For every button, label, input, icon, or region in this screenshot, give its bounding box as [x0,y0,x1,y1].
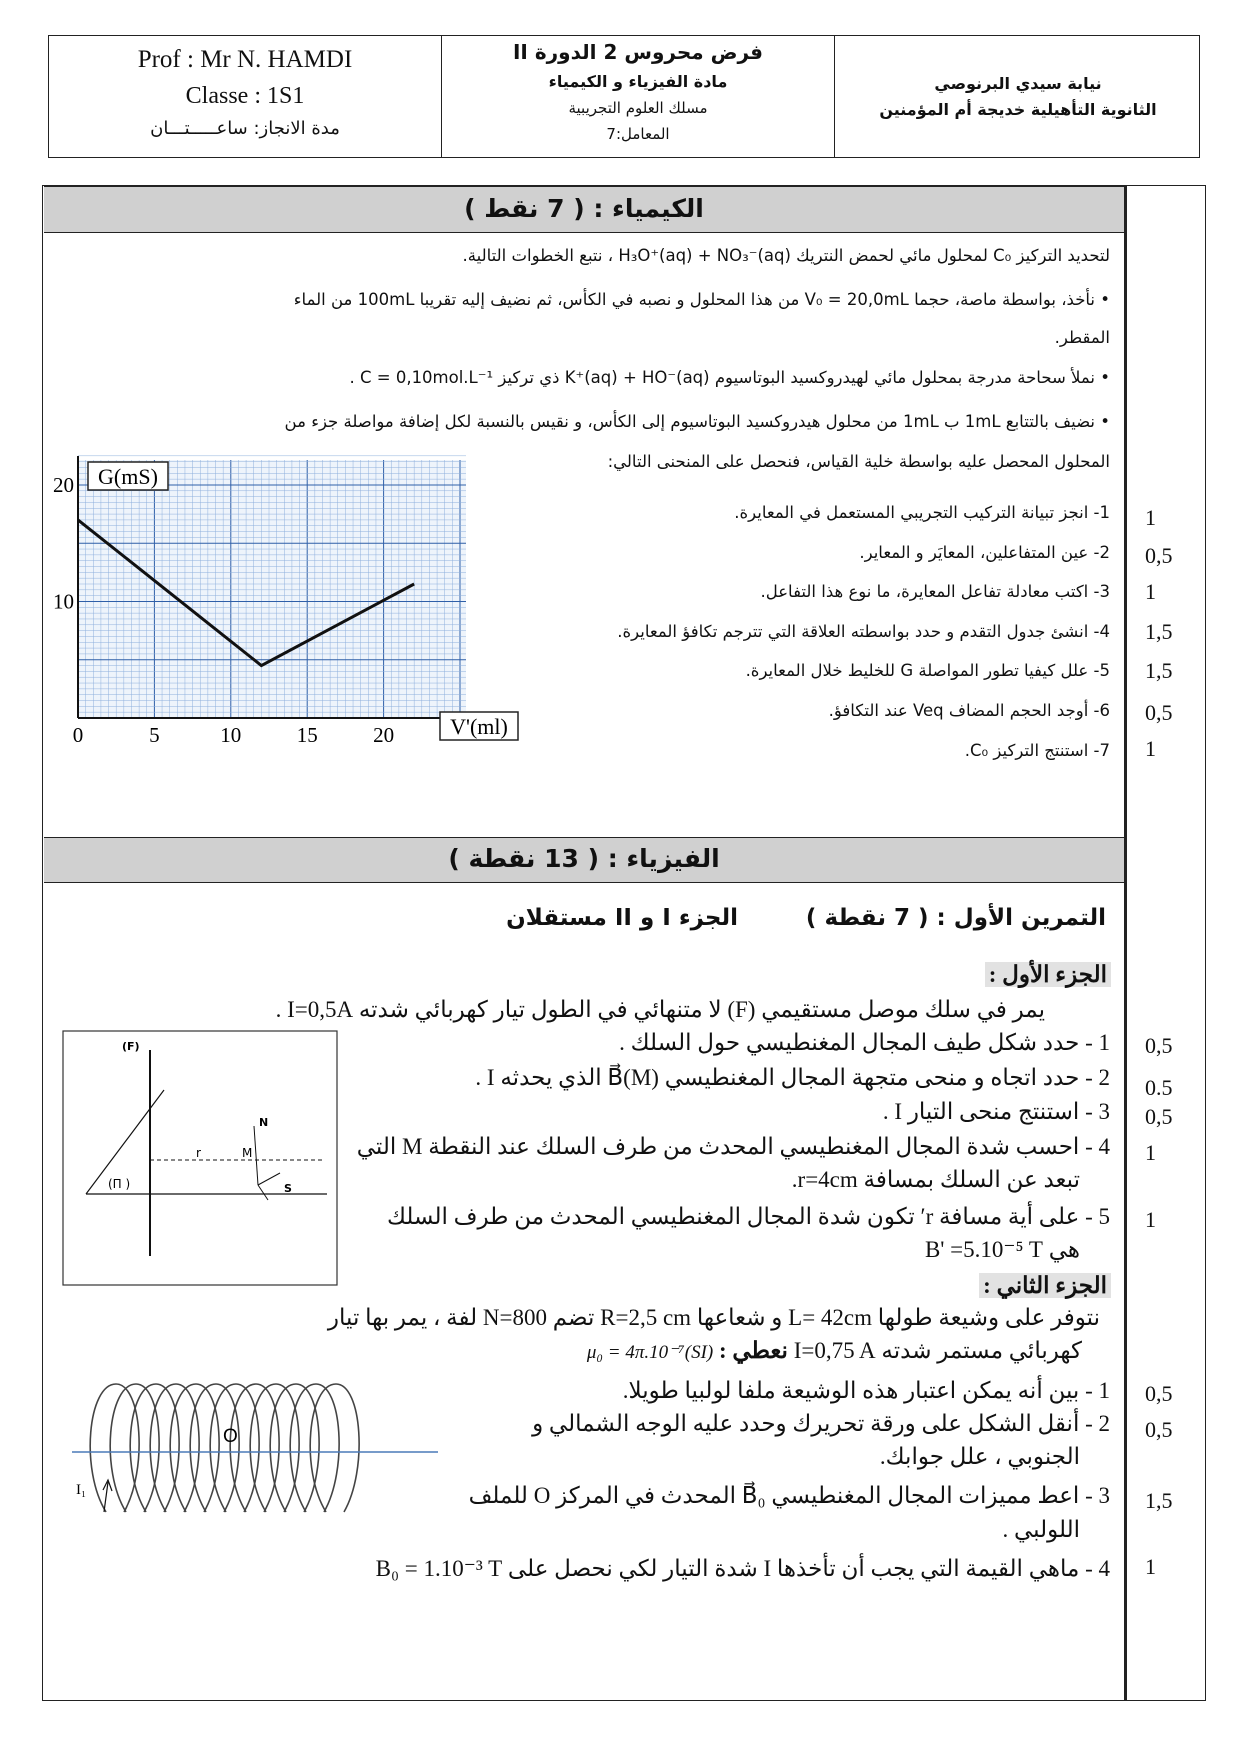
chem-points-7: 1 [1145,736,1156,761]
exam-title: فرض محروس 2 الدورة II [512,40,764,64]
part1-intro: يمر في سلك موصل مستقيمي (F) لا متنهائي في الطول تيار كهربائي شدته I=0,5A . [275,997,1045,1022]
q-num: 6- [1093,701,1110,720]
p2-question [376,1556,1110,1582]
school-name: الثانوية التأهيلية خديجة أم المؤمنين [879,100,1157,119]
chem-question [617,622,1110,641]
p2-question [469,1483,1110,1509]
track: مسلك العلوم التجريبية [568,99,708,117]
coefficient: المعامل:7 [606,125,670,143]
titration-chart [40,450,530,790]
wire-figure [62,1030,338,1286]
school-region: نيابة سيدي البرنوصي [934,74,1102,93]
q-num: 2- [1093,543,1110,562]
x-tick-label: 20 [373,723,395,747]
chem-points-3: 1 [1145,579,1156,604]
chem-intro-line-5: • نضيف بالتتابع 1mL ب 1mL من محلول هيدروكسيد البوتاسيوم إلى الكأس، و نقيس بالنسبة لكل إضافة مواصلة جزء من [284,412,1110,431]
q-text: اكتب معادلة تفاعل المعايرة، ما نوع هذا التفاعل. [760,582,1089,601]
coil-turn [170,1384,219,1512]
coil-turn [90,1384,139,1512]
solenoid-figure [70,1370,450,1530]
q-text: انشئ جدول التقدم و حدد بواسطته العلاقة التي تترجم تكافؤ المعايرة. [617,622,1089,641]
q-text: استنتج التركيز C₀. [964,741,1089,760]
chem-question [734,503,1110,522]
p1-question-cont: هي B' =5.10⁻⁵ T [924,1237,1080,1262]
header-left-cell [49,36,442,157]
chem-intro-line-2: • نأخذ، بواسطة ماصة، حجما V₀ = 20,0mL من هذا المحلول و نصبه في الكأس، ثم نضيف إليه تقريبا 100mL من الماء [293,290,1110,309]
p1-question [387,1204,1110,1230]
exercise-title: التمرين الأول : ( 7 نقطة ) [805,905,1106,931]
solenoid-coil [90,1384,359,1512]
coil-turn [150,1384,199,1512]
part2-current: كهربائي مستمر شدته I=0,75 A [793,1338,1082,1363]
q-num: 3 - [1085,1483,1110,1508]
coil-turn [130,1384,179,1512]
subject: مادة الفيزياء و الكيمياء [548,72,728,91]
coil-turn [110,1384,159,1512]
p2-question [532,1411,1110,1437]
point-m-label: M [242,1146,253,1160]
north-label: N [259,1116,269,1129]
q-text: أوجد الحجم المضاف Veq عند التكافؤ. [828,701,1089,720]
q-num: 1 - [1085,1030,1110,1055]
part2-intro-2 [587,1338,1082,1364]
p1-points-5: 1 [1145,1207,1156,1232]
part1-title [985,962,1111,988]
q-text: علل كيفيا تطور المواصلة G للخليط خلال المعايرة. [745,661,1089,680]
q-num: 3 - [1085,1099,1110,1124]
q-num: 3- [1093,582,1110,601]
exercise-parts-note: الجزء I و II مستقلان [506,905,738,931]
part1-title-text: الجزء الأول : [985,962,1111,987]
q-text: انجز تبيانة التركيب التجريبي المستعمل في المعايرة. [734,503,1089,522]
chem-question [965,741,1110,760]
q-text: ماهي القيمة التي يجب أن تأخذها I شدة التيار لكي نحصل على B₀ = 1.10⁻³ T [375,1556,1080,1581]
q-text: احسب شدة المجال المغنطيسي المحدث من طرف السلك عند النقطة M التي [356,1134,1080,1159]
p1-points-3: 0,5 [1145,1104,1173,1129]
q-num: 2 - [1085,1065,1110,1090]
p1-points-4: 1 [1145,1140,1156,1165]
q-text: اعط مميزات المجال المغنطيسي B⃗₀ المحدث في المركز O للملف [468,1483,1080,1508]
chem-question [746,661,1110,680]
p2-points-4: 1 [1145,1554,1156,1579]
p1-question [357,1134,1110,1160]
center-o-label: O [223,1426,238,1447]
coil-turn [190,1384,239,1512]
p1-question [883,1099,1110,1125]
q-text: حدد شكل طيف المجال المغنطيسي حول السلك . [619,1030,1080,1055]
class-name: Classe : 1S1 [185,83,305,109]
y-tick-label: 20 [53,472,74,497]
given-constant: μ₀ = 4π.10⁻⁷(SI) [586,1342,714,1363]
plane-label: (Π ) [108,1177,131,1191]
chem-intro-line-3: المقطر. [1054,328,1110,347]
chem-question [760,582,1110,601]
chem-points-5: 1,5 [1145,658,1173,683]
q-num: 7- [1093,741,1110,760]
q-text: على أية مسافة r′ تكون شدة المجال المغنطيسي المحدث من طرف السلك [386,1204,1080,1229]
p1-points-1: 0,5 [1145,1033,1173,1058]
chem-question [859,543,1110,562]
q-num: 4- [1093,622,1110,641]
q-num: 5 - [1085,1204,1110,1229]
q-text: استنتج منحى التيار I . [882,1099,1080,1124]
chem-points-1: 1 [1145,505,1156,530]
coil-turn [210,1384,259,1512]
q-text: أنقل الشكل على ورقة تحريرك وحدد عليه الوجه الشمالي و [532,1411,1080,1436]
p2-points-3: 1,5 [1145,1488,1173,1513]
p1-question [475,1065,1110,1091]
chemistry-heading: الكيمياء : ( 7 نقط ) [44,186,1124,233]
header-right-cell [835,36,1201,157]
p2-question-cont: اللولبي . [1002,1517,1080,1542]
current-label: I₁ [76,1482,87,1498]
part2-title-text: الجزء الثاني : [979,1273,1111,1298]
chem-points-6: 0,5 [1145,700,1173,725]
p2-question-cont: الجنوبي ، علل جوابك. [879,1444,1080,1469]
p1-question-cont: تبعد عن السلك بمسافة r=4cm. [791,1167,1080,1192]
q-text: حدد اتجاه و منحى متجهة المجال المغنطيسي B⃗(M) الذي يحدثه I . [475,1065,1080,1090]
chem-intro-line-6: المحلول المحصل عليه بواسطة خلية القياس، فنحصل على المنحنى التالي: [607,452,1110,471]
teacher-name: Prof : Mr N. HAMDI [137,46,353,73]
q-num: 1 - [1085,1378,1110,1403]
given-label: نعطي : [718,1338,788,1363]
header-middle-cell [442,36,835,157]
y-axis-label: G(mS) [98,464,158,489]
duration: مدة الانجاز: ساعـــــتـــان [150,118,340,139]
p2-points-2: 0,5 [1145,1417,1173,1442]
part2-title [979,1273,1111,1299]
q-text: عين المتفاعلين، المعايَر و المعاير. [859,543,1089,562]
q-num: 1- [1093,503,1110,522]
coil-turn [310,1384,359,1512]
y-tick-label: 10 [53,589,74,614]
chem-intro-line-4: • نملأ سحاحة مدرجة بمحلول مائي لهيدروكسيد البوتاسيوم K⁺(aq) + HO⁻(aq) ذي تركيز C = 0,10mol.L⁻¹ . [349,368,1110,387]
p2-points-1: 0,5 [1145,1381,1173,1406]
chem-intro-line-1: لتحديد التركيز C₀ لمحلول مائي لحمض النتريك H₃O⁺(aq) + NO₃⁻(aq) ، نتبع الخطوات التالية. [462,246,1110,265]
chem-question [829,701,1110,720]
coil-turn [250,1384,299,1512]
q-num: 4 - [1085,1134,1110,1159]
x-tick-label: 15 [296,723,318,747]
q-num: 2 - [1085,1411,1110,1436]
chem-points-4: 1,5 [1145,619,1173,644]
physics-heading: الفيزياء : ( 13 نقطة ) [44,838,1124,883]
distance-label: r [196,1146,201,1160]
x-axis-label: V'(ml) [450,714,508,739]
p1-points-2: 0.5 [1145,1075,1173,1100]
coil-turn [230,1384,279,1512]
wire-label: (F) [122,1040,140,1053]
part2-intro-1: نتوفر على وشيعة طولها L= 42cm و شعاعها R=2,5 cm تضم N=800 لفة ، يمر بها تيار [327,1305,1100,1330]
q-num: 5- [1093,661,1110,680]
points-column-divider [1124,185,1127,1701]
header-table [48,35,1200,158]
south-label: S [284,1182,292,1195]
coil-turn [290,1384,339,1512]
q-text: بين أنه يمكن اعتبار هذه الوشيعة ملفا لولبيا طويلا. [622,1378,1080,1403]
q-num: 4 - [1085,1556,1110,1581]
x-tick-label: 5 [149,723,160,747]
p2-question [623,1378,1110,1404]
coil-turn [270,1384,319,1512]
x-tick-label: 0 [72,723,84,747]
p1-question [619,1030,1110,1056]
chem-points-2: 0,5 [1145,543,1173,568]
x-tick-label: 10 [220,723,242,747]
